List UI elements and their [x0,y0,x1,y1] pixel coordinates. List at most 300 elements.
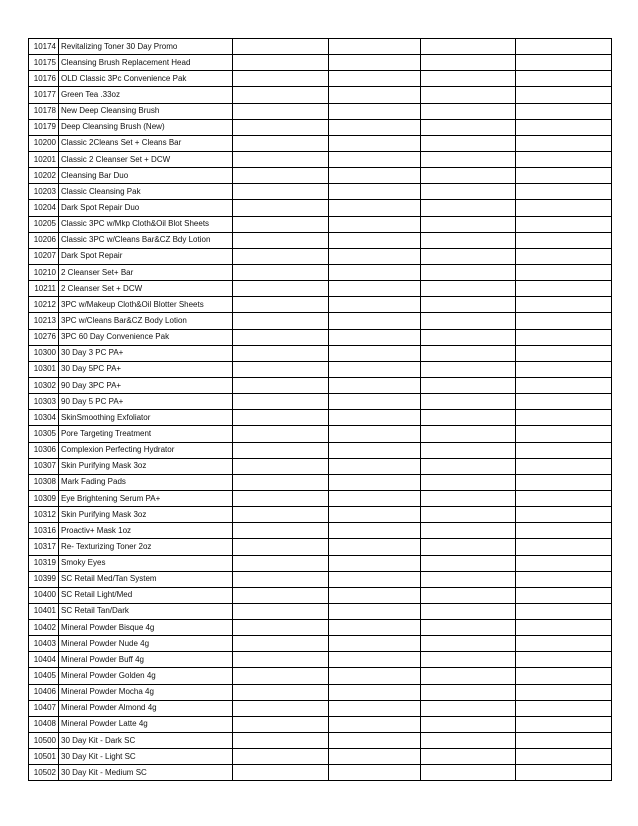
empty-cell [233,200,329,216]
empty-cell [329,684,421,700]
item-code-cell: 10176 [29,71,59,87]
empty-cell [233,103,329,119]
empty-cell [516,200,612,216]
item-description-cell: Classic 3PC w/Cleans Bar&CZ Bdy Lotion [59,232,233,248]
table-row [29,442,612,458]
table-row [29,313,612,329]
empty-cell [421,39,516,55]
item-description-cell: 30 Day 3 PC PA+ [59,345,233,361]
empty-cell [516,216,612,232]
empty-cell [516,119,612,135]
empty-cell [329,184,421,200]
empty-cell [329,394,421,410]
empty-cell [233,474,329,490]
item-description-cell: Mineral Powder Golden 4g [59,668,233,684]
empty-cell [329,281,421,297]
item-code-cell: 10400 [29,587,59,603]
empty-cell [516,749,612,765]
table-row [29,200,612,216]
empty-cell [329,71,421,87]
empty-cell [421,281,516,297]
empty-cell [421,119,516,135]
empty-cell [233,87,329,103]
empty-cell [233,426,329,442]
table-row [29,733,612,749]
table-row [29,765,612,781]
empty-cell [516,71,612,87]
item-description-cell: 90 Day 5 PC PA+ [59,394,233,410]
empty-cell [516,539,612,555]
empty-cell [329,555,421,571]
empty-cell [233,394,329,410]
item-code-cell: 10205 [29,216,59,232]
table-row [29,571,612,587]
item-description-cell: 30 Day Kit - Light SC [59,749,233,765]
item-code-cell: 10399 [29,571,59,587]
item-description-cell: Mark Fading Pads [59,474,233,490]
empty-cell [329,410,421,426]
empty-cell [421,394,516,410]
table-row [29,377,612,393]
table-row [29,297,612,313]
item-code-cell: 10316 [29,523,59,539]
item-description-cell: 2 Cleanser Set+ Bar [59,264,233,280]
item-description-cell: Cleansing Brush Replacement Head [59,55,233,71]
table-row [29,55,612,71]
item-code-cell: 10401 [29,603,59,619]
empty-cell [516,490,612,506]
empty-cell [421,636,516,652]
table-row [29,523,612,539]
item-code-cell: 10312 [29,507,59,523]
item-code-cell: 10210 [29,264,59,280]
product-table-body [29,39,612,781]
empty-cell [233,652,329,668]
empty-cell [233,716,329,732]
table-row [29,39,612,55]
empty-cell [516,668,612,684]
empty-cell [329,216,421,232]
empty-cell [233,410,329,426]
item-code-cell: 10201 [29,151,59,167]
item-code-cell: 10402 [29,620,59,636]
item-code-cell: 10179 [29,119,59,135]
item-code-cell: 10501 [29,749,59,765]
table-row [29,539,612,555]
table-row [29,232,612,248]
empty-cell [233,297,329,313]
empty-cell [329,765,421,781]
table-row [29,345,612,361]
empty-cell [233,55,329,71]
empty-cell [516,474,612,490]
empty-cell [421,313,516,329]
empty-cell [329,168,421,184]
empty-cell [329,636,421,652]
empty-cell [329,523,421,539]
item-code-cell: 10309 [29,490,59,506]
item-code-cell: 10408 [29,716,59,732]
item-description-cell: Mineral Powder Bisque 4g [59,620,233,636]
empty-cell [421,668,516,684]
table-row [29,668,612,684]
table-row [29,329,612,345]
empty-cell [516,55,612,71]
empty-cell [516,248,612,264]
empty-cell [233,620,329,636]
empty-cell [233,523,329,539]
table-row [29,490,612,506]
empty-cell [516,281,612,297]
item-description-cell: Classic 2 Cleanser Set + DCW [59,151,233,167]
table-row [29,620,612,636]
empty-cell [421,474,516,490]
empty-cell [329,135,421,151]
item-description-cell: 90 Day 3PC PA+ [59,377,233,393]
empty-cell [516,103,612,119]
empty-cell [329,716,421,732]
item-code-cell: 10319 [29,555,59,571]
empty-cell [516,87,612,103]
empty-cell [421,490,516,506]
empty-cell [329,442,421,458]
empty-cell [516,684,612,700]
item-description-cell: Re- Texturizing Toner 2oz [59,539,233,555]
item-code-cell: 10207 [29,248,59,264]
empty-cell [329,700,421,716]
empty-cell [233,119,329,135]
item-description-cell: Mineral Powder Almond 4g [59,700,233,716]
empty-cell [421,410,516,426]
item-description-cell: SC Retail Tan/Dark [59,603,233,619]
item-code-cell: 10306 [29,442,59,458]
item-description-cell: Cleansing Bar Duo [59,168,233,184]
empty-cell [233,684,329,700]
table-row [29,555,612,571]
empty-cell [421,55,516,71]
empty-cell [421,361,516,377]
item-description-cell: Classic Cleansing Pak [59,184,233,200]
empty-cell [516,555,612,571]
empty-cell [421,264,516,280]
empty-cell [516,620,612,636]
table-row [29,474,612,490]
empty-cell [516,523,612,539]
empty-cell [421,765,516,781]
item-description-cell: Pore Targeting Treatment [59,426,233,442]
empty-cell [233,248,329,264]
empty-cell [421,507,516,523]
item-description-cell: Mineral Powder Mocha 4g [59,684,233,700]
table-row [29,264,612,280]
empty-cell [329,151,421,167]
item-description-cell: 3PC w/Cleans Bar&CZ Body Lotion [59,313,233,329]
item-description-cell: Mineral Powder Buff 4g [59,652,233,668]
item-code-cell: 10211 [29,281,59,297]
empty-cell [421,603,516,619]
empty-cell [516,377,612,393]
item-description-cell: 3PC 60 Day Convenience Pak [59,329,233,345]
item-code-cell: 10301 [29,361,59,377]
empty-cell [233,490,329,506]
item-description-cell: Proactiv+ Mask 1oz [59,523,233,539]
empty-cell [329,264,421,280]
item-description-cell: Classic 2Cleans Set + Cleans Bar [59,135,233,151]
empty-cell [233,232,329,248]
empty-cell [421,620,516,636]
item-description-cell: New Deep Cleansing Brush [59,103,233,119]
empty-cell [329,749,421,765]
empty-cell [233,668,329,684]
empty-cell [421,297,516,313]
empty-cell [421,232,516,248]
empty-cell [516,603,612,619]
item-code-cell: 10213 [29,313,59,329]
item-description-cell: Mineral Powder Nude 4g [59,636,233,652]
table-row [29,103,612,119]
empty-cell [516,361,612,377]
item-code-cell: 10317 [29,539,59,555]
item-code-cell: 10302 [29,377,59,393]
item-description-cell: 2 Cleanser Set + DCW [59,281,233,297]
table-row [29,216,612,232]
empty-cell [421,733,516,749]
table-row [29,281,612,297]
empty-cell [421,458,516,474]
item-description-cell: Dark Spot Repair Duo [59,200,233,216]
empty-cell [329,297,421,313]
item-code-cell: 10177 [29,87,59,103]
empty-cell [329,507,421,523]
item-code-cell: 10307 [29,458,59,474]
item-code-cell: 10500 [29,733,59,749]
item-code-cell: 10406 [29,684,59,700]
item-description-cell: SC Retail Med/Tan System [59,571,233,587]
item-code-cell: 10404 [29,652,59,668]
empty-cell [233,135,329,151]
empty-cell [329,200,421,216]
empty-cell [421,571,516,587]
empty-cell [516,458,612,474]
empty-cell [516,313,612,329]
empty-cell [329,377,421,393]
item-code-cell: 10502 [29,765,59,781]
table-row [29,636,612,652]
empty-cell [516,297,612,313]
empty-cell [421,184,516,200]
item-description-cell: Deep Cleansing Brush (New) [59,119,233,135]
item-description-cell: Green Tea .33oz [59,87,233,103]
empty-cell [233,345,329,361]
item-description-cell: 30 Day 5PC PA+ [59,361,233,377]
item-description-cell: OLD Classic 3Pc Convenience Pak [59,71,233,87]
empty-cell [516,264,612,280]
empty-cell [329,87,421,103]
empty-cell [421,523,516,539]
empty-cell [233,765,329,781]
empty-cell [516,426,612,442]
empty-cell [329,345,421,361]
empty-cell [329,490,421,506]
empty-cell [516,168,612,184]
empty-cell [329,668,421,684]
empty-cell [233,216,329,232]
table-row [29,135,612,151]
empty-cell [233,555,329,571]
empty-cell [421,168,516,184]
table-row [29,458,612,474]
empty-cell [329,361,421,377]
table-row [29,700,612,716]
item-description-cell: Mineral Powder Latte 4g [59,716,233,732]
empty-cell [421,539,516,555]
empty-cell [329,329,421,345]
empty-cell [233,700,329,716]
empty-cell [421,652,516,668]
empty-cell [516,135,612,151]
empty-cell [421,329,516,345]
table-row [29,749,612,765]
table-row [29,184,612,200]
empty-cell [421,216,516,232]
table-row [29,587,612,603]
empty-cell [329,603,421,619]
empty-cell [516,39,612,55]
empty-cell [233,458,329,474]
empty-cell [516,716,612,732]
item-code-cell: 10305 [29,426,59,442]
item-code-cell: 10206 [29,232,59,248]
empty-cell [421,135,516,151]
empty-cell [329,39,421,55]
item-code-cell: 10212 [29,297,59,313]
empty-cell [421,87,516,103]
empty-cell [421,716,516,732]
empty-cell [329,571,421,587]
item-code-cell: 10202 [29,168,59,184]
empty-cell [329,55,421,71]
table-row [29,684,612,700]
empty-cell [516,151,612,167]
empty-cell [233,264,329,280]
empty-cell [233,442,329,458]
item-description-cell: Skin Purifying Mask 3oz [59,507,233,523]
item-description-cell: 30 Day Kit - Dark SC [59,733,233,749]
item-description-cell: 3PC w/Makeup Cloth&Oil Blotter Sheets [59,297,233,313]
empty-cell [329,248,421,264]
empty-cell [233,539,329,555]
table-row [29,410,612,426]
empty-cell [516,571,612,587]
item-description-cell: Skin Purifying Mask 3oz [59,458,233,474]
empty-cell [516,700,612,716]
empty-cell [421,587,516,603]
item-description-cell: Dark Spot Repair [59,248,233,264]
empty-cell [516,232,612,248]
empty-cell [233,151,329,167]
empty-cell [329,539,421,555]
item-description-cell: 30 Day Kit - Medium SC [59,765,233,781]
item-code-cell: 10407 [29,700,59,716]
empty-cell [421,200,516,216]
empty-cell [421,700,516,716]
empty-cell [233,281,329,297]
empty-cell [516,636,612,652]
empty-cell [516,329,612,345]
table-row [29,603,612,619]
empty-cell [233,313,329,329]
item-description-cell: Smoky Eyes [59,555,233,571]
item-description-cell: Eye Brightening Serum PA+ [59,490,233,506]
table-row [29,361,612,377]
item-code-cell: 10175 [29,55,59,71]
empty-cell [233,587,329,603]
product-table [28,38,612,781]
item-code-cell: 10178 [29,103,59,119]
empty-cell [233,361,329,377]
empty-cell [329,426,421,442]
item-description-cell: SkinSmoothing Exfoliator [59,410,233,426]
empty-cell [329,458,421,474]
empty-cell [329,620,421,636]
empty-cell [516,394,612,410]
table-row [29,71,612,87]
empty-cell [233,71,329,87]
item-code-cell: 10303 [29,394,59,410]
empty-cell [516,507,612,523]
empty-cell [233,168,329,184]
empty-cell [233,603,329,619]
empty-cell [421,248,516,264]
table-row [29,507,612,523]
item-code-cell: 10300 [29,345,59,361]
item-code-cell: 10276 [29,329,59,345]
empty-cell [516,410,612,426]
empty-cell [421,71,516,87]
item-description-cell: Classic 3PC w/Mkp Cloth&Oil Blot Sheets [59,216,233,232]
empty-cell [233,329,329,345]
empty-cell [516,345,612,361]
empty-cell [421,151,516,167]
empty-cell [329,119,421,135]
empty-cell [233,733,329,749]
item-description-cell: Complexion Perfecting Hydrator [59,442,233,458]
item-code-cell: 10304 [29,410,59,426]
item-code-cell: 10405 [29,668,59,684]
empty-cell [233,507,329,523]
empty-cell [329,103,421,119]
empty-cell [516,733,612,749]
empty-cell [516,184,612,200]
empty-cell [421,426,516,442]
empty-cell [233,39,329,55]
empty-cell [421,345,516,361]
empty-cell [516,652,612,668]
item-description-cell: SC Retail Light/Med [59,587,233,603]
item-code-cell: 10204 [29,200,59,216]
empty-cell [421,103,516,119]
empty-cell [421,749,516,765]
empty-cell [233,571,329,587]
empty-cell [421,684,516,700]
empty-cell [329,652,421,668]
item-code-cell: 10174 [29,39,59,55]
table-row [29,151,612,167]
table-row [29,119,612,135]
empty-cell [421,377,516,393]
table-row [29,652,612,668]
table-row [29,716,612,732]
